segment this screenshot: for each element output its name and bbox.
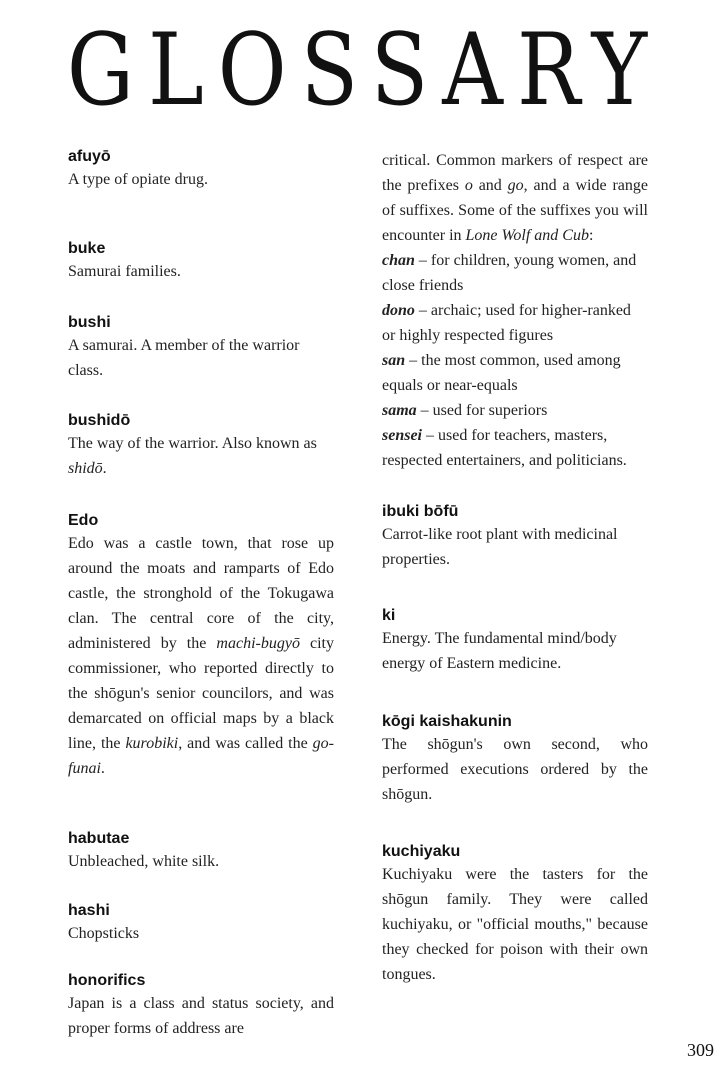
page-number: 309 bbox=[687, 1040, 714, 1060]
entry-bushi bbox=[68, 312, 334, 410]
suffix-item: san – the most common, used among equals or near-equals bbox=[382, 352, 621, 394]
entry-term: Edo bbox=[68, 512, 99, 529]
entry-definition: critical. Common markers of respect are the prefixes o and go, and a wide range of suffixes. Some of the suffixes you will encounter in Lone Wolf and Cub: bbox=[382, 152, 648, 244]
entry-definition: Japan is a class and status society, and proper forms of address are bbox=[68, 995, 334, 1037]
entry-afuyo bbox=[68, 146, 334, 238]
entry-definition: Carrot-like root plant with medicinal properties. bbox=[382, 526, 618, 568]
glossary-column-left bbox=[68, 146, 334, 1041]
entry-kogi-kaishakunin bbox=[382, 711, 648, 841]
glossary-column-right bbox=[382, 148, 648, 987]
entry-definition: A samurai. A member of the warrior class. bbox=[68, 337, 300, 379]
entry-term: afuyō bbox=[68, 148, 111, 165]
entry-term: kōgi kaishakunin bbox=[382, 713, 512, 730]
entry-term: habutae bbox=[68, 830, 130, 847]
entry-definition: The shōgun's own second, who performed executions ordered by the shōgun. bbox=[382, 736, 648, 803]
entry-definition: Unbleached, white silk. bbox=[68, 853, 220, 870]
entry-honorifics-continued bbox=[382, 148, 648, 473]
entry-term: hashi bbox=[68, 902, 110, 919]
entry-definition: Chopsticks bbox=[68, 925, 140, 942]
entry-buke bbox=[68, 238, 334, 312]
entry-kuchiyaku bbox=[382, 841, 648, 987]
entry-definition: Edo was a castle town, that rose up around the moats and ramparts of Edo castle, the stronghold of the Tokugawa clan. The central core of the city, administered by the machi-bugyō city commissioner, who reported directly to the shōgun's senior councilors, and was demarcated on official maps by a black line, the kurobiki, and was called the go-funai. bbox=[68, 535, 334, 777]
entry-bushido bbox=[68, 410, 334, 510]
entry-honorifics bbox=[68, 970, 334, 1041]
suffix-item: sensei – used for teachers, masters, respected entertainers, and politicians. bbox=[382, 427, 627, 469]
page-title: GLOSSARY bbox=[66, 12, 662, 128]
suffix-item: chan – for children, young women, and close friends bbox=[382, 252, 637, 294]
entry-term: bushi bbox=[68, 314, 111, 331]
entry-definition: Energy. The fundamental mind/body energy of Eastern medicine. bbox=[382, 630, 617, 672]
entry-ibuki-bofu bbox=[382, 501, 648, 605]
entry-habutae bbox=[68, 828, 334, 900]
entry-hashi bbox=[68, 900, 334, 970]
entry-edo bbox=[68, 510, 334, 828]
entry-term: ki bbox=[382, 607, 396, 624]
suffix-item: dono – archaic; used for higher-ranked or highly respected figures bbox=[382, 302, 631, 344]
entry-ki bbox=[382, 605, 648, 711]
entry-definition: The way of the warrior. Also known as shidō. bbox=[68, 435, 317, 477]
entry-definition: Samurai families. bbox=[68, 263, 181, 280]
entry-term: ibuki bōfū bbox=[382, 503, 459, 520]
suffix-list bbox=[382, 248, 648, 473]
entry-term: kuchiyaku bbox=[382, 843, 461, 860]
suffix-item: sama – used for superiors bbox=[382, 402, 548, 419]
entry-definition: Kuchiyaku were the tasters for the shōgun family. They were called kuchiyaku, or "official mouths," because they checked for poison with their own tongues. bbox=[382, 866, 648, 983]
entry-term: honorifics bbox=[68, 972, 146, 989]
entry-definition: A type of opiate drug. bbox=[68, 171, 208, 188]
entry-term: bushidō bbox=[68, 412, 131, 429]
entry-term: buke bbox=[68, 240, 106, 257]
